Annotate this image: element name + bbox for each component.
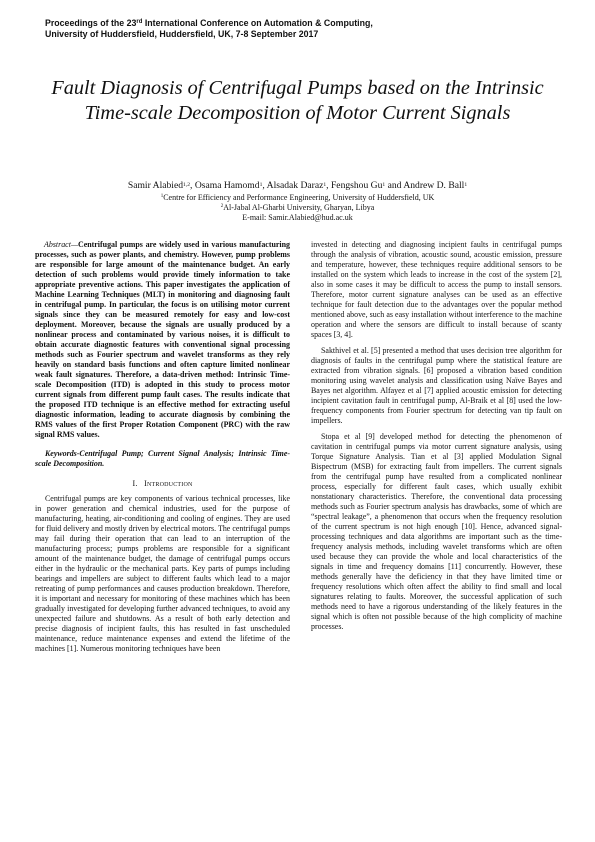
abstract-text: Centrifugal pumps are widely used in various manufacturing processes, such as power plants, and chemistry. However, pump problems are responsible for large amount of the maintenance budget. An early detection of such problems would provide timely information to take appropriate preventive actions. This paper investigates the application of Machine Learning Techniques (MLT) in monitoring and diagnosing fault in centrifugal pump. In particular, the focus is on utilising motor current signals since they can be measured remotely for easy and low-cost deployment. Moreover, because the signals are usually produced by a nonlinear process and contaminated by various noises, it is difficult to obtain accurate diagnostic features with conventional signal processing methods such as Fourier spectrum and wavelet transforms as they rely heavily on standard basis functions and often capture limited nonlinear weak fault signatures. Therefore, a data-driven method: Intrinsic Time-scale Decomposition (ITD) is adopted in this study to process motor current signals from different pump fault cases. The results indicate that the proposed ITD technique is an effective method for extracting useful diagnostic information, leading to accurate diagnosis by combining the RMS values of the first Proper Rotation Component (PRC) with the raw signal RMS values. (35, 240, 290, 439)
author-name-text: Fengshou Gu (330, 180, 383, 191)
author-separator: , (326, 180, 331, 191)
affiliation-1-number: 1 (160, 194, 164, 199)
author-affiliation-marker: 1 (259, 182, 263, 188)
author-separator: , (262, 180, 267, 191)
abstract-label: Abstract— (44, 240, 78, 249)
paper-title: Fault Diagnosis of Centrifugal Pumps based on the Intrinsic Time-scale Decomposition of Motor Current Signals (51, 77, 544, 124)
author-separator: , (190, 180, 195, 191)
author-name-text: Osama Hamomd (194, 180, 260, 191)
affiliation-2 (40, 203, 555, 213)
body-paragraph: Sakthivel et al. [5] presented a method that uses decision tree algorithm for diagnosis of faults in the centrifugal pump where the statistical feature are extracted from vibration signals. [6] proposed a vibration based condition monitoring using wavelet analysis and classification using Naïve Bayes and Bayes net algorithm. Alfayez et al [7] applied acoustic emission for detecting incipient cavitation fault in centrifugal pump, Al-Braik et al [8] used the low-frequency components from Fourier spectrum for detecting van tip fault on impellers. (311, 346, 562, 425)
affiliation-1-text: Centre for Efficiency and Performance Engineering, University of Huddersfield, UK (163, 193, 435, 202)
proceedings-rest: International Conference on Automation & Computing, University of Huddersfield, Huddersfield, UK, 7-8 September 2017 (45, 18, 373, 40)
affiliation-2-number: 2 (220, 204, 224, 209)
author-affiliation-marker: 1 (382, 182, 386, 188)
keywords: Keywords-Centrifugal Pump; Current Signal Analysis; Intrinsic Time-scale Decomposition. (35, 449, 290, 468)
author-name (403, 180, 467, 191)
author-name-text: Andrew D. Ball (403, 180, 465, 191)
author-name (331, 180, 403, 191)
left-column (35, 240, 290, 660)
author-separator: and (385, 180, 404, 191)
right-column (311, 240, 562, 638)
author-list (40, 180, 555, 192)
affiliation-1 (40, 193, 555, 203)
proceedings-prefix: Proceedings of the 23 (45, 18, 137, 28)
author-name-text: Alsadak Daraz (266, 180, 324, 191)
proceedings-ordinal: rd (136, 19, 143, 25)
author-name (195, 180, 267, 191)
affiliation-2-text: Al-Jabal Al-Gharbi University, Gharyan, Libya (223, 203, 375, 212)
body-paragraph: Centrifugal pumps are key components of various technical processes, like in power generation and chemical industries, used for the purpose of manufacturing, heating, air-conditioning and cooling of engines. They are used for fluid delivery and mostly driven by electrical motors. The centrifugal pumps may fail during their operation that can lead to an interruption of the manufacturing process; pumps problems are responsible for a significant amount of the maintenance budget, the damage of centrifugal pumps occurs either in the hydraulic or the mechanical parts. Key parts of pumps including bearings and impellers are subject to different faults which lead to a major retreating of pump performances and causes production breakdown. Therefore, it is important and necessary for monitoring of these machines which has been gradually investigated for developing further advanced techniques, to avoid any unexpected failure and shutdowns. As a result of both early detection and precise diagnosis of incipient faults, this has resulted in fast unscheduled maintenance, reduce maintenance expenses and extend the lifetime of the machines [1]. Numerous monitoring techniques have been (35, 494, 290, 653)
author-affiliation-marker: 1,2 (183, 182, 191, 188)
section-title: Introduction (144, 479, 193, 488)
author-name (128, 180, 195, 191)
abstract (35, 240, 290, 440)
author-name-text: Samir Alabied (127, 180, 184, 191)
author-email: E-mail: Samir.Alabied@hud.ac.uk (242, 213, 353, 222)
body-paragraph: invested in detecting and diagnosing incipient faults in centrifugal pumps through the analysis of vibration, acoustic sound, acoustic emission, pressure and temperature, however, these techniques require additional sensors to be installed on the system which leads to increase in the cost of the system [2], also in some cases it may be difficult to access the pump to install sensors. Therefore, motor current signature analyses can be used as an effective technique for fault detection due to the advantages over the popular method mentioned above, such as easy installation without interference to the machine operation and where the sensors are difficult to install because of scanty spaces [3, 4]. (311, 240, 562, 339)
left-body-text (35, 494, 290, 654)
author-affiliation-marker: 1 (464, 182, 468, 188)
author-name (267, 180, 331, 191)
body-paragraph: Stopa et al [9] developed method for detecting the phenomenon of cavitation in centrifugal pumps via motor current signature analysis, using Torque Signature Analysis. Tian et al [3] applied Modulation Signal Bispectrum (MSB) for extracting fault from impellers. The current signals from the centrifugal pump have resulted from a complicated nonlinear process, especially for different fault cases, which usually exhibit nonstationary characteristics. Therefore, the conventional data processing methods such as Fourier spectrum analysis has drawbacks, some of which are “spectral leakage”, a phenomenon that occurs when the frequency resolution of the current spectrum is not high enough [10]. Hence, advanced signal-processing techniques and data algorithms are important such as the time-frequency analysis methods, including wavelet transforms which are often used because they can provide the whole and local characteristics of the signals in time and frequency domains [11] concurrently. However, these methods generally have the deficiency in that they have limited time or frequency resolutions which often affect the ability to find small and local signatures relating to faults. Moreover, the successful application of such methods need to have a rigorous understanding of the likely features in the signal which is often not possible because of the high complicity of machine processes. (311, 432, 562, 631)
section-heading-introduction (35, 479, 290, 489)
section-number: I. (132, 479, 138, 488)
proceedings-header (45, 18, 375, 40)
right-body-text (311, 240, 562, 632)
author-affiliation-marker: 1 (323, 182, 327, 188)
